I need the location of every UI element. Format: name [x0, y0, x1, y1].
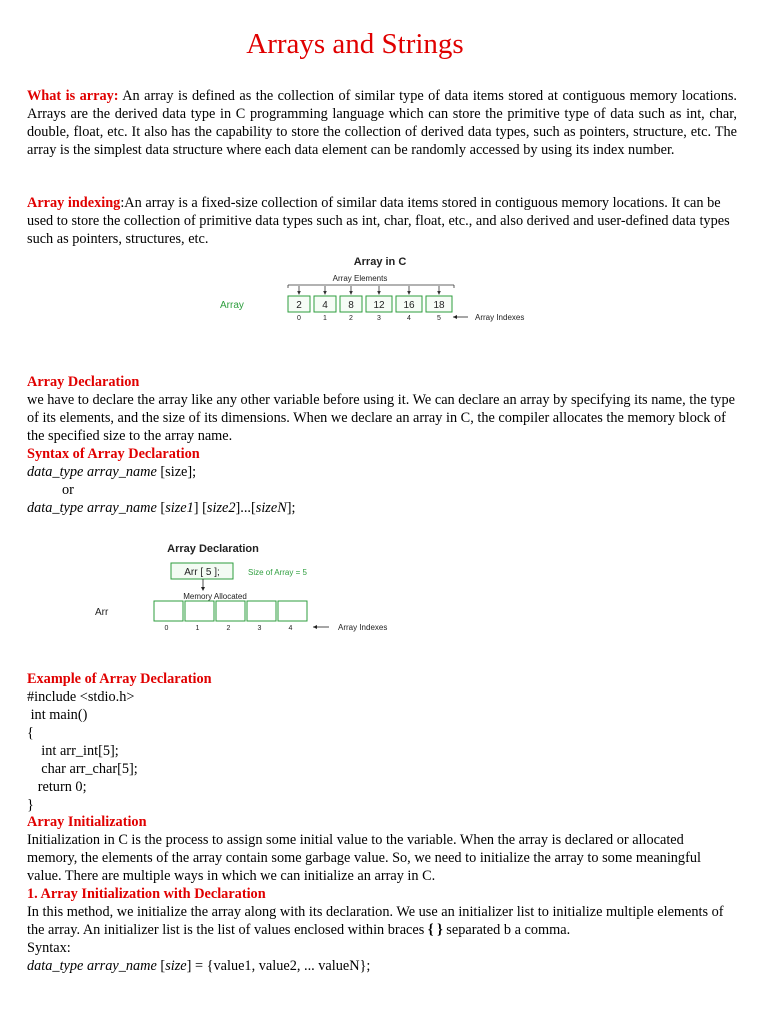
figure2-box-text: Arr [ 5 ];: [184, 567, 220, 578]
method-text: In this method, we initialize the array along with its declaration. We use an initializer list to initialize multiple elements of the array. An initializer list is the list of values enclosed within braces: [27, 904, 724, 938]
memory-cell: [216, 601, 245, 621]
array-indexing-text: :An array is a fixed-size collection of similar data items stored in contiguous memory locations. It can be used to store the collection of primitive data types such as int, char, float, etc., and also derived and user-defined data types such as pointers, structures, etc.: [27, 195, 730, 247]
array-value: 18: [433, 300, 445, 311]
init-syntax-bracket: [: [156, 958, 166, 974]
array-declaration-section: [27, 373, 737, 517]
init-syntax-rest: ] = {value1, value2, ... valueN};: [186, 958, 371, 974]
array-index: 5: [437, 315, 441, 322]
figure2-size-text: Size of Array = 5: [248, 568, 307, 577]
array-value: 2: [296, 300, 302, 311]
initialization-paragraph: Initialization in C is the process to assign some initial value to the variable. When the array is declared or allocated memory, the elements of the array contain some garbage value. So, we need to initialize the array to some meaningful value. There are multiple ways in which we can initialize an array in C.: [27, 832, 701, 884]
syntax2-bracket: [: [156, 500, 166, 516]
code-line: return 0;: [27, 779, 87, 795]
init-syntax-type-name: data_type array_name: [27, 958, 157, 974]
memory-cell: [278, 601, 307, 621]
figure2-title: Array Declaration: [167, 543, 259, 555]
array-index: 0: [164, 625, 169, 632]
syntax2-type-name: data_type array_name: [27, 500, 157, 516]
what-is-array-section: [27, 87, 737, 159]
figure1-elements-label: Array Elements: [332, 274, 388, 283]
syntax2-bracket: ];: [286, 500, 296, 516]
code-line: int main(): [27, 707, 88, 723]
syntax-or: or: [62, 482, 74, 498]
array-indexing-section: [27, 194, 737, 248]
figure2-memory-label: Memory Allocated: [183, 592, 247, 601]
array-index: 1: [195, 625, 200, 632]
array-index: 2: [349, 315, 353, 322]
code-line: int arr_int[5];: [27, 743, 119, 759]
syntax1-size: [size];: [156, 464, 197, 480]
syntax-line-2: [27, 499, 737, 517]
array-declaration-figure: [67, 537, 407, 637]
figure1-indexes-label: Array Indexes: [475, 313, 525, 322]
array-in-c-figure: [200, 250, 560, 330]
figure1-row-label: Array: [220, 300, 244, 311]
example-heading: Example of Array Declaration: [27, 671, 212, 687]
figure2-indexes-label: Array Indexes: [338, 623, 388, 632]
array-index: 3: [257, 625, 262, 632]
array-value: 12: [373, 300, 385, 311]
initialization-subheading: 1. Array Initialization with Declaration: [27, 886, 266, 902]
syntax-label: Syntax:: [27, 940, 71, 956]
init-syntax-size: size: [165, 958, 187, 974]
what-is-array-text: An array is defined as the collection of similar type of data items stored at contiguous memory locations. Arrays are the derived data type in C programming language which can store the primitive type of data such as int, char, double, float, etc. It also has the capability to store the collection of derived data types, such as pointers, structure, etc. The array is the simplest data structure where each data element can be randomly accessed by using its index number.: [27, 88, 737, 158]
code-line: {: [27, 725, 34, 741]
memory-cell: [154, 601, 183, 621]
array-value: 8: [348, 300, 354, 311]
initialization-heading: Array Initialization: [27, 814, 147, 830]
figure1-title: Array in C: [353, 256, 407, 268]
array-index: 4: [407, 315, 411, 322]
figure2-row-label: Arr: [95, 607, 109, 618]
what-is-array-paragraph: [27, 87, 737, 159]
page-title: Arrays and Strings: [246, 28, 464, 60]
code-line: char arr_char[5];: [27, 761, 138, 777]
initialization-syntax: [27, 957, 737, 975]
what-is-array-label: What is array:: [27, 88, 119, 104]
declaration-heading: Array Declaration: [27, 374, 140, 390]
code-line: #include <stdio.h>: [27, 689, 135, 705]
array-index: 1: [323, 315, 327, 322]
syntax-heading: Syntax of Array Declaration: [27, 446, 200, 462]
array-index: 0: [297, 315, 301, 322]
array-indexing-paragraph: [27, 194, 737, 248]
initialization-section: [27, 813, 737, 975]
array-indexing-label: Array indexing: [27, 195, 121, 211]
syntax2-bracket: ]...[: [235, 500, 256, 516]
array-value: 16: [403, 300, 415, 311]
syntax2-size2: size2: [206, 500, 236, 516]
initialization-method-paragraph: [27, 903, 737, 939]
syntax2-size1: size1: [165, 500, 194, 516]
method-text-end: separated b a comma.: [442, 922, 571, 938]
array-value: 4: [322, 300, 328, 311]
syntax2-bracket: ] [: [193, 500, 207, 516]
syntax-line-1: [27, 463, 737, 481]
array-index: 3: [377, 315, 381, 322]
figure2-cells: [154, 601, 307, 621]
code-line: }: [27, 797, 34, 813]
array-index: 4: [288, 625, 293, 632]
memory-cell: [185, 601, 214, 621]
example-section: [27, 670, 737, 814]
syntax1-type-name: data_type array_name: [27, 464, 157, 480]
memory-cell: [247, 601, 276, 621]
braces-text: { }: [427, 922, 443, 938]
declaration-paragraph: we have to declare the array like any other variable before using it. We can declare an array by specifying its name, the type of its elements, and the size of its dimensions. When we declare an array in C, the compiler allocates the memory block of the specified size to the array name.: [27, 392, 735, 444]
array-index: 2: [226, 625, 231, 632]
syntax2-sizen: sizeN: [255, 500, 287, 516]
